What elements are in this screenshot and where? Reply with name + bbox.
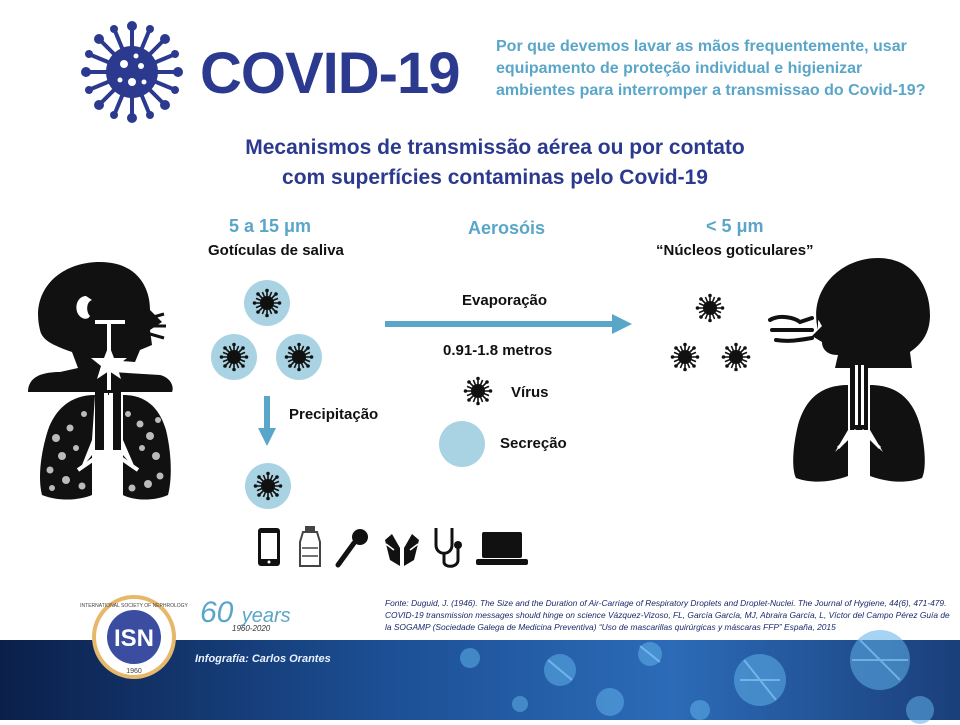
stethoscope-icon xyxy=(436,528,462,566)
left-person-icon xyxy=(28,262,173,500)
years-number: 60 xyxy=(200,596,234,629)
secretion-legend-icon xyxy=(439,421,485,467)
title-line-2: com superfícies contaminas pelo Covid-19 xyxy=(282,166,708,189)
phone-icon xyxy=(258,528,280,566)
right-nuclei-label: “Núcleos goticulares” xyxy=(656,242,814,259)
virus-icon xyxy=(696,294,725,323)
covid-title: COVID-19 xyxy=(200,41,460,106)
svg-text:INTERNATIONAL SOCIETY OF NEPHR: INTERNATIONAL SOCIETY OF NEPHROLOGY xyxy=(80,603,188,609)
aerosol-label: Aerosóis xyxy=(468,218,546,238)
droplet-icon xyxy=(244,280,290,326)
left-droplet-label: Gotículas de saliva xyxy=(208,242,344,259)
evaporation-arrow-icon xyxy=(385,314,632,334)
source-citation: Fonte: Duguid, J. (1946). The Size and the Duration of Air-Carriage of Respiratory Droplets and Droplet-Nuclei. The Journal of Hygiene, 44(6), 471-479. COVID-19 transmission messages should hinge on science Vázquez-Vizoso, FL, García García, MJ, Abraira García, L, Víctor del Campo Pérez Guía de la SOGAMP (Sociedade Galega de Medicina Preventiva) “Uso de mascarillas quirúrgicas y máscaras FFP” España, 2015 xyxy=(385,598,950,632)
right-person-icon xyxy=(770,258,930,482)
legend-virus-label: Vírus xyxy=(511,384,549,401)
distance-label: 0.91-1.8 metros xyxy=(443,342,553,359)
hands-icon xyxy=(385,534,419,566)
years-range: 1960-2020 xyxy=(232,624,271,633)
virus-icon xyxy=(671,343,700,372)
bottle-icon xyxy=(300,526,320,566)
infographic-credit: Infografía: Carlos Orantes xyxy=(195,653,331,665)
droplet-icon xyxy=(276,334,322,380)
microphone-icon xyxy=(338,529,368,565)
laptop-icon xyxy=(476,532,528,565)
left-size-label: 5 a 15 μm xyxy=(229,216,312,236)
legend-secretion-label: Secreção xyxy=(500,435,567,452)
years-word: years xyxy=(241,605,291,627)
precipitation-arrow-icon xyxy=(258,396,276,446)
droplet-icon xyxy=(245,463,291,509)
droplet-icon xyxy=(211,334,257,380)
virus-icon xyxy=(722,343,751,372)
precipitation-label: Precipitação xyxy=(289,406,379,423)
svg-text:ISN: ISN xyxy=(113,625,155,652)
svg-text:1960: 1960 xyxy=(126,668,142,675)
right-size-label: < 5 μm xyxy=(706,216,764,236)
isn-seal-logo xyxy=(80,594,188,680)
evaporation-label: Evaporação xyxy=(462,292,548,309)
title-line-1: Mecanismos de transmissão aérea ou por contato xyxy=(245,136,745,159)
header-question: Por que devemos lavar as mãos frequentemente, usar equipamento de proteção individual e higienizar ambientes para interromper a transmissao do Covid-19? xyxy=(496,38,926,99)
virus-legend-icon xyxy=(464,377,493,406)
